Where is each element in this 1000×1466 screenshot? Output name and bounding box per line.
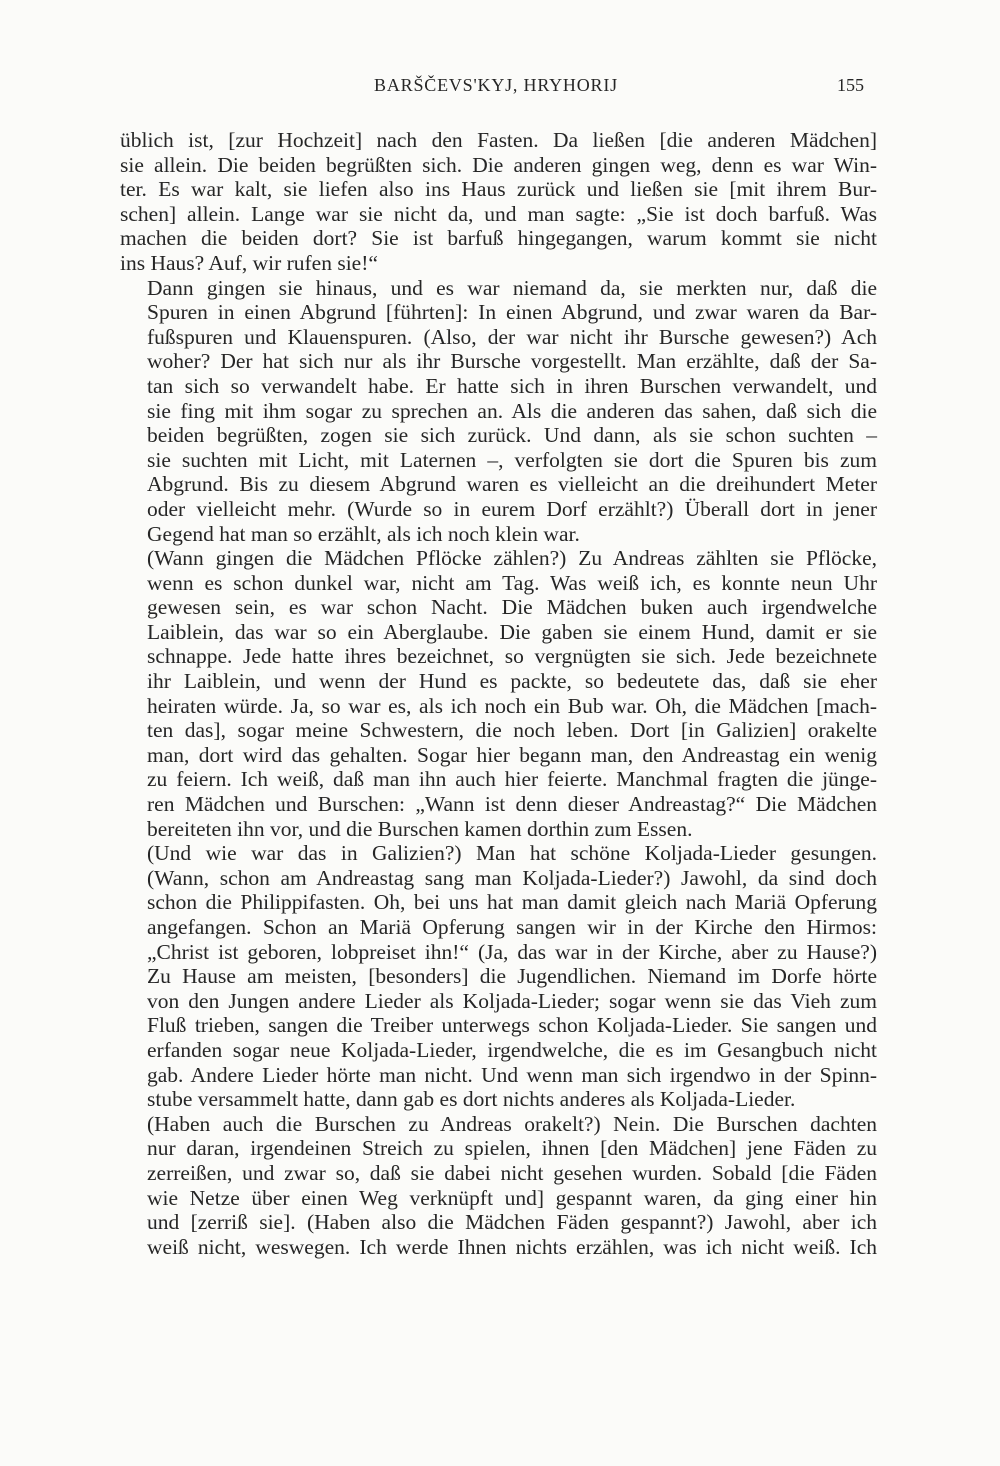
text-line: (Wann gingen die Mädchen Pflöcke zählen?) Zu Andreas zählten sie Pflöcke, bbox=[147, 546, 877, 571]
paragraph bbox=[120, 276, 877, 547]
text-line: ihr Laiblein, und wenn der Hund es packte, so bedeutete das, daß sie eher bbox=[147, 669, 877, 694]
text-line: zu feiern. Ich weiß, daß man ihn auch hier feierte. Manchmal fragten die jünge- bbox=[147, 767, 877, 792]
text-line: oder vielleicht mehr. (Wurde so in eurem Dorf erzählt?) Überall dort in jener bbox=[147, 496, 877, 521]
text-line: weiß nicht, weswegen. Ich werde Ihnen nichts erzählen, was ich nicht weiß. Ich bbox=[147, 1234, 877, 1259]
text-line: ten das], sogar meine Schwestern, die noch leben. Dort [in Galizien] orakelte bbox=[147, 718, 877, 743]
text-line: wenn es schon dunkel war, nicht am Tag. Was weiß ich, es konnte neun Uhr bbox=[147, 570, 877, 595]
text-line: Spuren in einen Abgrund [führten]: In einen Abgrund, und zwar waren da Bar- bbox=[147, 300, 877, 325]
text-line: gewesen sein, es war schon Nacht. Die Mädchen buken auch irgendwelche bbox=[147, 595, 877, 620]
text-line: tan sich so verwandelt habe. Er hatte sich in ihren Burschen verwandelt, und bbox=[147, 373, 877, 398]
text-line: (Wann, schon am Andreastag sang man Koljada-Lieder?) Jawohl, da sind doch bbox=[147, 865, 877, 890]
text-line: sie allein. Die beiden begrüßten sich. Die anderen gingen weg, denn es war Win- bbox=[120, 152, 877, 177]
text-line: (Haben auch die Burschen zu Andreas orakelt?) Nein. Die Burschen dachten bbox=[147, 1111, 877, 1136]
text-line: heiraten würde. Ja, so war es, als ich noch ein Bub war. Oh, die Mädchen [mach- bbox=[147, 693, 877, 718]
text-line: Abgrund. Bis zu diesem Abgrund waren es vielleicht an die dreihundert Meter bbox=[147, 472, 877, 497]
text-line: Gegend hat man so erzählt, als ich noch klein war. bbox=[147, 521, 580, 546]
text-line: ren Mädchen und Burschen: „Wann ist denn dieser Andreastag?“ Die Mädchen bbox=[147, 792, 877, 817]
text-line: und [zerriß sie]. (Haben also die Mädchen Fäden gespannt?) Jawohl, aber ich bbox=[147, 1210, 877, 1235]
paragraph bbox=[120, 1112, 877, 1260]
text-line: ins Haus? Auf, wir rufen sie!“ bbox=[120, 250, 378, 275]
text-line: schnappe. Jede hatte ihres bezeichnet, so vergnügten sie sich. Jede bezeichnete bbox=[147, 644, 877, 669]
text-line: stube versammelt hatte, dann gab es dort nichts anderes als Koljada-Lieder. bbox=[147, 1087, 796, 1112]
text-line: ter. Es war kalt, sie liefen also ins Haus zurück und ließen sie [mit ihrem Bur- bbox=[120, 177, 877, 202]
text-line: von den Jungen andere Lieder als Koljada-Lieder; sogar wenn sie das Vieh zum bbox=[147, 988, 877, 1013]
text-line: üblich ist, [zur Hochzeit] nach den Fasten. Da ließen [die anderen Mädchen] bbox=[120, 128, 877, 152]
text-line: Fluß trieben, sangen die Treiber unterwegs schon Koljada-Lieder. Sie sangen und bbox=[147, 1013, 877, 1038]
text-line: schon die Philippifasten. Oh, bei uns hat man damit gleich nach Mariä Opferung bbox=[147, 890, 877, 915]
paragraph bbox=[120, 128, 877, 276]
text-line: Zu Hause am meisten, [besonders] die Jugendlichen. Niemand im Dorfe hörte bbox=[147, 964, 877, 989]
text-line: „Christ ist geboren, lobpreiset ihn!“ (Ja, das war in der Kirche, aber zu Hause?) bbox=[147, 939, 877, 964]
text-line: nur daran, irgendeinen Streich zu spielen, ihnen [den Mädchen] jene Fäden zu bbox=[147, 1136, 877, 1161]
paragraph bbox=[120, 841, 877, 1112]
text-line: (Und wie war das in Galizien?) Man hat schöne Koljada-Lieder gesungen. bbox=[147, 841, 877, 866]
running-head bbox=[120, 70, 872, 100]
paragraph bbox=[120, 546, 877, 841]
text-line: sie suchten mit Licht, mit Laternen –, verfolgten sie dort die Spuren bis zum bbox=[147, 447, 877, 472]
text-line: bereiteten ihn vor, und die Burschen kamen dorthin zum Essen. bbox=[147, 816, 693, 841]
text-line: zerreißen, und zwar so, daß sie dabei nicht gesehen wurden. Sobald [die Fäden bbox=[147, 1160, 877, 1185]
text-line: wie Netze über einen Weg verknüpft und] gespannt waren, da ging einer hin bbox=[147, 1185, 877, 1210]
text-line: man, dort wird das gehalten. Sogar hier begann man, den Andreastag ein wenig bbox=[147, 742, 877, 767]
page-number: 155 bbox=[837, 75, 864, 95]
text-line: fußspuren und Klauenspuren. (Also, der war nicht ihr Bursche gewesen?) Ach bbox=[147, 324, 877, 349]
text-line: angefangen. Schon an Mariä Opferung sangen wir in der Kirche den Hirmos: bbox=[147, 915, 877, 939]
text-line: Laiblein, das war so ein Aberglaube. Die gaben sie einem Hund, damit er sie bbox=[147, 619, 877, 644]
text-line: schen] allein. Lange war sie nicht da, und man sagte: „Sie ist doch barfuß. Was bbox=[120, 201, 877, 226]
text-line: woher? Der hat sich nur als ihr Bursche vorgestellt. Man erzählte, daß der Sa- bbox=[147, 349, 877, 374]
text-line: sie fing mit ihm sogar zu sprechen an. Als die anderen das sahen, daß sich die bbox=[147, 398, 877, 423]
header-title: BARŠČEVS'KYJ, HRYHORIJ bbox=[374, 75, 618, 95]
text-line: erfanden sogar neue Koljada-Lieder, irgendwelche, die es im Gesangbuch nicht bbox=[147, 1037, 877, 1062]
text-line: machen die beiden dort? Sie ist barfuß hingegangen, warum kommt sie nicht bbox=[120, 226, 877, 251]
text-line: Dann gingen sie hinaus, und es war niemand da, sie merkten nur, daß die bbox=[147, 275, 877, 300]
text-line: gab. Andere Lieder hörte man nicht. Und wenn man sich irgendwo in der Spinn- bbox=[147, 1062, 877, 1087]
body-text bbox=[120, 128, 877, 1259]
text-line: beiden begrüßten, zogen sie sich zurück. Und dann, als sie schon suchten – bbox=[147, 423, 877, 448]
